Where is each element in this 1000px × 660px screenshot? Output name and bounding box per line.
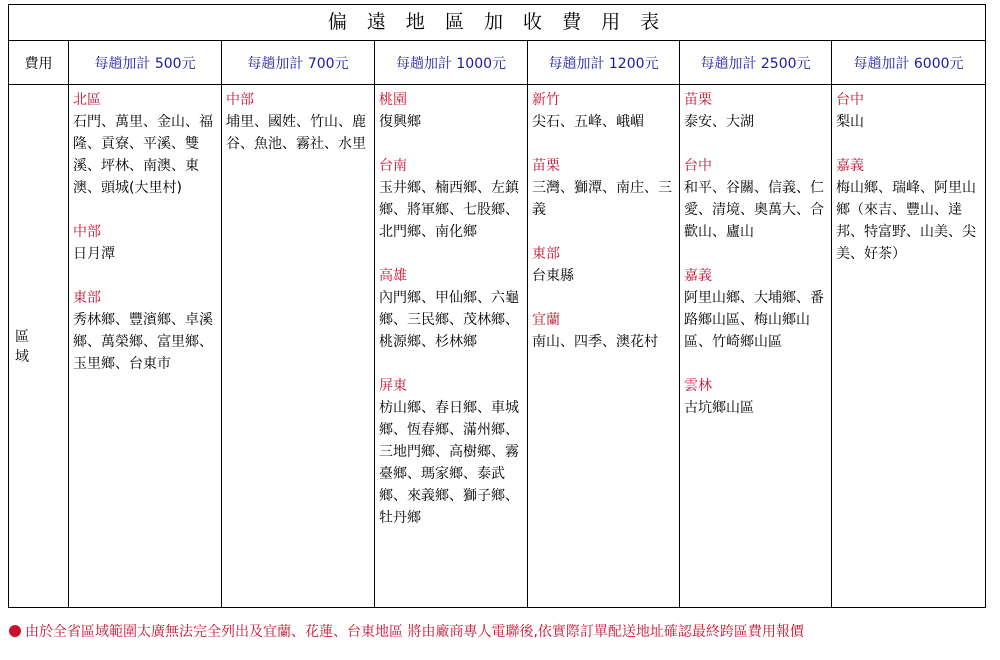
footnote-text: 由於全省區域範圍太廣無法完全列出及宜蘭、花蓮、台東地區 將由廠商專人電聯後,依實際訂單配送地址確認最終跨區費用報價 — [25, 624, 804, 640]
fee-1200: 每趟加計 1200元 — [528, 41, 680, 84]
region-name: 雲林 — [684, 378, 712, 394]
fee-1000: 每趟加計 1000元 — [375, 41, 528, 84]
region-group — [532, 243, 676, 287]
region-name: 苗栗 — [532, 158, 560, 174]
zone-500 — [69, 85, 222, 607]
region-name: 新竹 — [532, 92, 560, 108]
bullet-dot-icon — [9, 625, 21, 637]
region-name: 中部 — [226, 92, 254, 108]
region-name: 北區 — [73, 92, 101, 108]
region-row — [9, 85, 985, 607]
region-name: 桃園 — [379, 92, 407, 108]
region-areas: 內門鄉、甲仙鄉、六龜鄉、三民鄉、茂林鄉、桃源鄉、杉林鄉 — [379, 290, 519, 350]
region-name: 台中 — [684, 158, 712, 174]
region-name: 嘉義 — [684, 268, 712, 284]
fee-header-row — [9, 41, 985, 85]
region-areas: 尖石、五峰、峨嵋 — [532, 114, 644, 130]
surcharge-table — [8, 4, 986, 608]
region-name: 苗栗 — [684, 92, 712, 108]
region-group — [684, 265, 828, 353]
fee-700: 每趟加計 700元 — [222, 41, 375, 84]
fee-2500: 每趟加計 2500元 — [680, 41, 832, 84]
region-group — [532, 309, 676, 353]
region-areas: 梅山鄉、瑞峰、阿里山鄉（來吉、豐山、達邦、特富野、山美、尖美、好茶） — [836, 180, 976, 262]
region-areas: 梨山 — [836, 114, 864, 130]
region-group — [226, 89, 371, 155]
fee-6000: 每趟加計 6000元 — [853, 55, 964, 72]
region-areas: 古坑鄉山區 — [684, 400, 754, 416]
region-group — [684, 375, 828, 419]
region-areas: 石門、萬里、金山、福隆、貢寮、平溪、雙溪、坪林、南澳、東澳、頭城(大里村) — [73, 114, 213, 196]
region-areas: 日月潭 — [73, 246, 115, 262]
region-group — [532, 89, 676, 133]
region-areas: 秀林鄉、豐濱鄉、卓溪鄉、萬榮鄉、富里鄉、玉里鄉、台東市 — [73, 312, 213, 372]
region-group — [379, 375, 524, 529]
region-name: 台南 — [379, 158, 407, 174]
region-name: 東部 — [73, 290, 101, 306]
region-areas: 埔里、國姓、竹山、鹿谷、魚池、霧社、水里 — [226, 114, 366, 152]
region-group — [379, 89, 524, 133]
region-name: 東部 — [532, 246, 560, 262]
region-areas: 復興鄉 — [379, 114, 421, 130]
zone-700 — [222, 85, 375, 607]
region-name: 台中 — [836, 92, 864, 108]
region-group — [836, 89, 982, 133]
region-group — [73, 89, 218, 199]
region-name: 宜蘭 — [532, 312, 560, 328]
region-name: 嘉義 — [836, 158, 864, 174]
fee-500: 每趟加計 500元 — [69, 41, 222, 84]
zone-1000 — [375, 85, 528, 607]
zone-1200 — [528, 85, 680, 607]
region-name: 高雄 — [379, 268, 407, 284]
fee-label: 費用 — [9, 41, 69, 84]
region-areas: 南山、四季、澳花村 — [532, 334, 658, 350]
region-label: 區 域 — [9, 85, 69, 607]
region-group — [684, 155, 828, 243]
region-areas: 玉井鄉、楠西鄉、左鎮鄉、將軍鄉、七股鄉、北門鄉、南化鄉 — [379, 180, 519, 240]
region-group — [532, 155, 676, 221]
table-title: 偏 遠 地 區 加 收 費 用 表 — [9, 5, 985, 41]
region-areas: 泰安、大湖 — [684, 114, 754, 130]
zone-2500 — [680, 85, 832, 607]
region-group — [684, 89, 828, 133]
region-areas: 阿里山鄉、大埔鄉、番路鄉山區、梅山鄉山區、竹崎鄉山區 — [684, 290, 824, 350]
region-name: 屏東 — [379, 378, 407, 394]
region-group — [836, 155, 982, 265]
region-group — [379, 265, 524, 353]
region-areas: 三灣、獅潭、南庄、三義 — [532, 180, 672, 218]
region-areas: 和平、谷關、信義、仁愛、清境、奧萬大、合歡山、廬山 — [684, 180, 824, 240]
footnote — [9, 621, 989, 643]
region-name: 中部 — [73, 224, 101, 240]
region-areas: 台東縣 — [532, 268, 574, 284]
region-group — [379, 155, 524, 243]
zone-6000 — [832, 85, 985, 607]
region-group — [73, 287, 218, 375]
region-group — [73, 221, 218, 265]
region-areas: 枋山鄉、春日鄉、車城鄉、恆春鄉、滿州鄉、三地門鄉、高樹鄉、霧臺鄉、瑪家鄉、泰武鄉、來義鄉、獅子鄉、牡丹鄉 — [379, 400, 519, 526]
